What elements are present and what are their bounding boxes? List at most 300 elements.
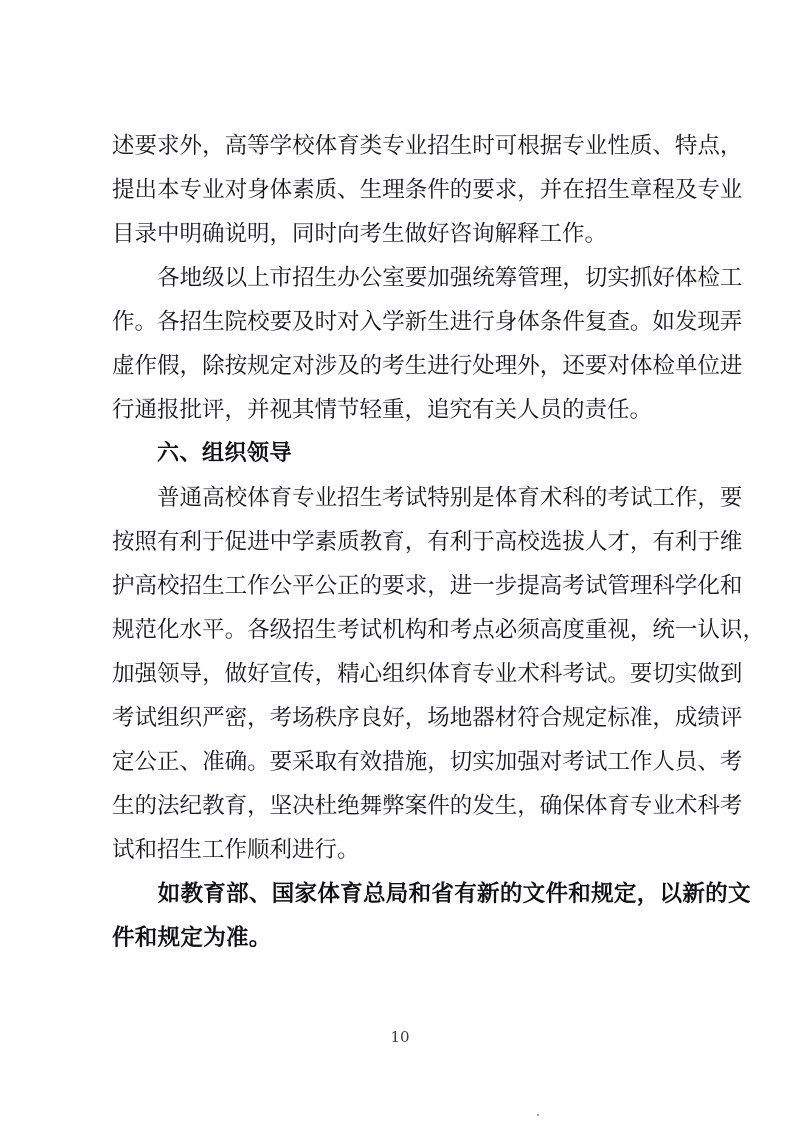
text-glyph: 招 [427,133,450,159]
text-glyph: 级 [269,617,293,643]
paragraph-admissions-requirements [112,124,743,256]
text-glyph: 平 [292,573,315,599]
text-glyph: 于 [202,529,225,555]
text-glyph: 步 [494,573,518,599]
text-glyph: 身 [494,309,518,335]
text-glyph: 及 [337,353,360,379]
text-glyph: 构 [404,617,428,643]
text-glyph: 进 [427,353,450,379]
text-glyph: 管 [517,265,540,291]
text-glyph: 检 [697,265,720,291]
text-line-content: 行通报批评，并视其情节轻重，追究有关人员的责任。 [112,397,653,423]
text-glyph: 育 [203,881,227,907]
text-glyph: 育 [382,529,405,555]
text-glyph: 育 [269,485,293,511]
text-glyph: 及 [292,309,315,335]
text-glyph: 高 [539,617,563,643]
text-glyph: 范 [134,617,158,643]
text-glyph: 是 [472,485,495,511]
text-glyph: 试 [404,485,428,511]
text-glyph: 如 [652,309,675,335]
text-glyph: 试 [359,617,383,643]
text-glyph: 才 [607,529,630,555]
text-line [112,608,765,652]
text-glyph: 章 [629,177,653,203]
text-glyph: 。 [247,749,270,775]
text-glyph: 程 [652,177,675,203]
text-glyph: 生 [427,309,450,335]
text-glyph: ， [697,485,720,511]
text-glyph: 高 [494,529,518,555]
text-glyph: ， [517,793,540,819]
document-text-block [112,124,765,960]
text-glyph: 专 [292,485,315,511]
text-glyph: 传 [292,661,315,687]
text-line [112,344,743,388]
text-glyph: 高 [224,133,248,159]
text-glyph: 进 [449,573,473,599]
text-glyph: 理 [539,265,563,291]
text-glyph: 业 [404,133,428,159]
text-glyph: 对 [224,177,248,203]
text-glyph: 做 [224,661,248,687]
text-glyph: 织 [179,705,203,731]
text-glyph: 以 [224,265,248,291]
text-glyph: 采 [292,749,315,775]
text-glyph: 绩 [697,705,720,731]
text-glyph: 弄 [719,309,743,335]
text-glyph: 假 [157,353,180,379]
text-glyph: 实 [607,265,630,291]
text-glyph: 及 [674,177,698,203]
text-glyph: 决 [292,793,315,819]
text-glyph: 科 [652,573,675,599]
text-glyph: 定 [613,881,637,907]
text-glyph: 维 [719,529,743,555]
text-glyph: 利 [674,529,698,555]
text-glyph [135,476,158,520]
text-glyph: 好 [247,661,270,687]
text-glyph: 专 [382,133,405,159]
text-glyph: 切 [449,749,473,775]
text-glyph: 育 [449,661,473,687]
text-glyph: 的 [449,177,473,203]
text-line [112,476,743,520]
text-glyph: 组 [157,705,180,731]
text-glyph: 总 [362,881,386,907]
text-line [112,740,743,784]
text-line [112,652,743,696]
text-glyph: 学 [674,573,698,599]
text-glyph: 育 [337,133,360,159]
text-glyph: 筹 [494,265,518,291]
text-glyph: 招 [179,309,203,335]
text-glyph: 合 [539,705,563,731]
text-glyph: 规 [247,353,270,379]
text-glyph: 做 [697,661,720,687]
text-glyph: 器 [472,705,495,731]
text-glyph: 有 [427,529,450,555]
text-glyph: 定 [584,705,608,731]
text-glyph: 施 [404,749,428,775]
text-line [112,124,743,168]
text-glyph: 时 [314,309,338,335]
text-glyph: 根 [517,133,540,159]
text-glyph: 新 [477,881,500,907]
text-glyph: ， [202,133,225,159]
text-glyph: 出 [134,177,158,203]
text-glyph: 拔 [562,529,585,555]
text-glyph: ， [247,793,270,819]
text-glyph: ， [202,661,225,687]
text-glyph: 特 [427,485,450,511]
text-glyph: 体 [317,881,341,907]
text-glyph: 进 [719,353,743,379]
text-glyph: 省 [431,881,455,907]
text-glyph: 。 [629,309,653,335]
text-glyph: 考 [382,353,405,379]
text-glyph: 。 [134,309,158,335]
scan-speck [537,1114,539,1116]
text-glyph: 育 [607,793,630,819]
text-glyph: 须 [517,617,540,643]
text-glyph: 场 [292,705,315,731]
text-glyph: 确 [224,749,248,775]
text-glyph: 体 [269,177,293,203]
text-glyph: 各 [157,309,180,335]
text-glyph: 文 [522,881,546,907]
text-glyph: 重 [584,617,608,643]
text-glyph: 学 [382,309,405,335]
text-glyph: 和 [568,881,592,907]
text-glyph: 组 [382,661,405,687]
text-glyph: 校 [224,485,248,511]
text-glyph: 要 [269,309,293,335]
text-glyph: 定 [112,749,135,775]
text-glyph: 良 [359,705,383,731]
text-glyph: 级 [202,265,225,291]
text-glyph: 促 [224,529,248,555]
text-glyph [112,256,135,300]
text-glyph: 织 [404,661,428,687]
text-glyph: 虚 [112,353,135,379]
text-line [112,784,743,828]
text-glyph: 考 [719,793,743,819]
text-glyph: 别 [449,485,473,511]
text-glyph: 统 [472,265,495,291]
text-glyph: 学 [269,133,293,159]
text-glyph: 化 [157,617,180,643]
text-glyph: 文 [727,881,751,907]
text-glyph: 时 [472,133,495,159]
text-glyph: 、 [697,749,720,775]
text-line [112,872,751,916]
text-glyph: 要 [584,353,608,379]
text-glyph: 、 [248,881,272,907]
text-glyph: 度 [562,617,585,643]
text-line [112,256,743,300]
text-glyph: ， [719,133,743,159]
text-glyph: 各 [157,265,180,291]
text-glyph: 涉 [314,353,338,379]
text-glyph: 校 [292,133,315,159]
text-glyph: 发 [472,793,495,819]
text-glyph: 保 [562,793,585,819]
text-glyph: 业 [314,485,338,511]
text-glyph: 件 [545,881,569,907]
text-glyph: 切 [584,265,608,291]
text-glyph: 对 [292,353,315,379]
text-glyph: 考 [562,661,585,687]
text-glyph: 业 [652,793,675,819]
paragraph-leadership-body [112,476,765,872]
text-glyph: 考 [562,749,585,775]
text-glyph: ， [314,661,338,687]
text-glyph: 术 [517,661,540,687]
text-glyph: 求 [157,133,180,159]
text-glyph: 进 [247,529,270,555]
text-glyph: ， [179,353,203,379]
text-glyph: 材 [494,705,518,731]
text-glyph: 新 [404,309,428,335]
text-line-content: 件和规定为准。 [112,925,272,951]
text-glyph: 学 [292,529,315,555]
text-glyph: 。 [607,661,630,687]
text-glyph: 一 [674,617,698,643]
text-glyph: 规 [562,705,585,731]
text-glyph: 生 [359,485,383,511]
text-glyph: 本 [157,177,180,203]
text-glyph: 要 [269,749,293,775]
text-glyph: 法 [157,793,180,819]
text-glyph: 地 [449,705,473,731]
text-glyph: ， [517,177,540,203]
text-glyph: 查 [607,309,630,335]
text-glyph: 业 [719,177,743,203]
text-glyph: 取 [314,749,338,775]
text-glyph: 利 [179,529,203,555]
paragraph-closing-notice [112,872,751,960]
text-glyph: 市 [269,265,293,291]
text-glyph: 外 [517,353,540,379]
text-glyph: 强 [517,749,540,775]
text-glyph: 体 [494,485,518,511]
text-glyph: 切 [652,661,675,687]
text-glyph: 到 [719,661,743,687]
text-glyph: 符 [517,705,540,731]
text-glyph: 生 [607,177,630,203]
text-glyph: 、 [652,133,675,159]
text-glyph: 工 [607,749,630,775]
text-glyph: 对 [539,749,563,775]
text-glyph: 家 [294,881,318,907]
text-glyph: ， [247,705,270,731]
text-glyph: 新 [682,881,706,907]
text-glyph: 考 [382,485,405,511]
text-line [112,564,743,608]
text-glyph: 求 [404,573,428,599]
text-glyph: 抓 [629,265,653,291]
text-glyph: 标 [607,705,630,731]
text-glyph: 点 [697,133,720,159]
text-glyph: ， [629,529,653,555]
text-glyph: 视 [607,617,630,643]
text-glyph: 素 [292,177,315,203]
text-glyph: 高 [202,485,225,511]
text-glyph: 高 [134,573,158,599]
text-glyph: 准 [629,705,653,731]
text-glyph: 利 [449,529,473,555]
text-glyph: 照 [134,529,158,555]
text-glyph: ， [427,573,450,599]
text-glyph: 和 [408,881,432,907]
text-glyph: 据 [539,133,563,159]
text-glyph: 正 [337,573,360,599]
text-glyph: 专 [629,793,653,819]
text-glyph: 好 [382,705,405,731]
text-line [112,916,712,960]
text-glyph: 体 [247,485,270,511]
text-glyph: 试 [584,749,608,775]
text-glyph: ， [539,353,563,379]
text-glyph: 的 [584,485,608,511]
text-glyph: 统 [652,617,675,643]
text-glyph: 对 [337,309,360,335]
text-glyph: 考 [449,617,473,643]
text-glyph: 科 [539,661,563,687]
text-glyph: 除 [202,353,225,379]
text-glyph: 对 [607,353,630,379]
text-glyph: 如 [157,881,181,907]
text-glyph: 地 [179,265,203,291]
text-glyph [135,872,158,916]
text-glyph: 生 [314,617,338,643]
text-glyph: 位 [697,353,720,379]
text-glyph: 院 [224,309,248,335]
text-glyph: 按 [112,529,135,555]
text-glyph: 评 [719,705,743,731]
text-glyph: 述 [112,133,135,159]
text-glyph: 要 [134,133,158,159]
text-glyph: 质 [629,133,653,159]
text-glyph: 生 [314,265,338,291]
text-glyph: 有 [337,749,360,775]
text-glyph: 要 [719,485,743,511]
text-line [112,828,712,872]
paragraph-physical-exam-management [112,256,743,432]
text-glyph: 成 [674,705,698,731]
text-glyph: 员 [674,749,698,775]
text-glyph: 化 [697,573,720,599]
text-glyph: 好 [652,265,675,291]
text-glyph: 求 [494,177,518,203]
text-glyph: 并 [539,177,563,203]
text-glyph: 理 [382,177,405,203]
text-glyph: 试 [584,573,608,599]
text-glyph: ， [629,617,653,643]
page-number-text: 10 [390,1028,410,1046]
text-glyph: ， [742,617,765,643]
text-glyph: 发 [674,309,698,335]
text-glyph: 和 [719,573,743,599]
text-glyph: 行 [449,353,473,379]
text-glyph: 管 [607,573,630,599]
section-heading-organizational-leadership [112,432,712,476]
text-glyph: 公 [359,265,383,291]
text-glyph: 业 [584,133,608,159]
text-glyph: 可 [494,133,518,159]
text-glyph: 上 [247,265,270,291]
text-glyph [112,476,135,520]
text-glyph: 体 [517,309,540,335]
text-glyph: 中 [269,529,293,555]
text-glyph: 绝 [337,793,360,819]
text-glyph: 入 [359,309,383,335]
text-glyph: 强 [449,265,473,291]
text-glyph: 通 [179,485,203,511]
text-glyph: 要 [629,661,653,687]
text-glyph: 各 [247,617,270,643]
text-glyph: 考 [269,705,293,731]
text-glyph: 性 [607,133,630,159]
text-glyph: 要 [382,573,405,599]
text-line [112,300,743,344]
text-glyph: 定 [269,353,293,379]
text-glyph: 作 [674,485,698,511]
text-glyph: 一 [472,573,495,599]
text-glyph: 试 [584,661,608,687]
text-glyph: 件 [427,177,450,203]
text-glyph: 生 [112,793,135,819]
text-glyph: 国 [271,881,295,907]
text-glyph: 室 [382,265,405,291]
text-glyph: 舞 [359,793,383,819]
text-glyph: 以 [659,881,683,907]
text-glyph: 专 [562,133,585,159]
text-glyph: 部 [226,881,249,907]
text-glyph: 有 [454,881,477,907]
text-glyph: 条 [404,177,428,203]
text-glyph: 精 [337,661,360,687]
text-glyph: 生 [449,133,473,159]
text-glyph: 招 [292,617,315,643]
text-glyph: 质 [314,177,338,203]
text-glyph: 行 [472,309,495,335]
text-glyph: 招 [337,485,360,511]
text-glyph: 科 [697,793,720,819]
text-line [112,696,743,740]
text-glyph: 业 [202,177,225,203]
text-glyph: 的 [705,881,728,907]
text-glyph: 有 [652,529,675,555]
text-glyph: 的 [499,881,523,907]
text-glyph: ， [652,705,675,731]
text-glyph: 平 [202,617,225,643]
text-glyph: 护 [112,573,135,599]
text-glyph: 术 [674,793,698,819]
text-glyph: 招 [179,573,203,599]
text-glyph: 作 [247,573,270,599]
text-glyph: 的 [134,793,158,819]
text-glyph: 导 [179,661,203,687]
text-glyph: 等 [247,133,270,159]
text-glyph: 加 [494,749,518,775]
text-glyph: 机 [382,617,405,643]
text-line [112,212,712,256]
text-glyph: 生 [494,793,518,819]
text-glyph: 体 [629,353,653,379]
text-glyph: 要 [472,177,495,203]
